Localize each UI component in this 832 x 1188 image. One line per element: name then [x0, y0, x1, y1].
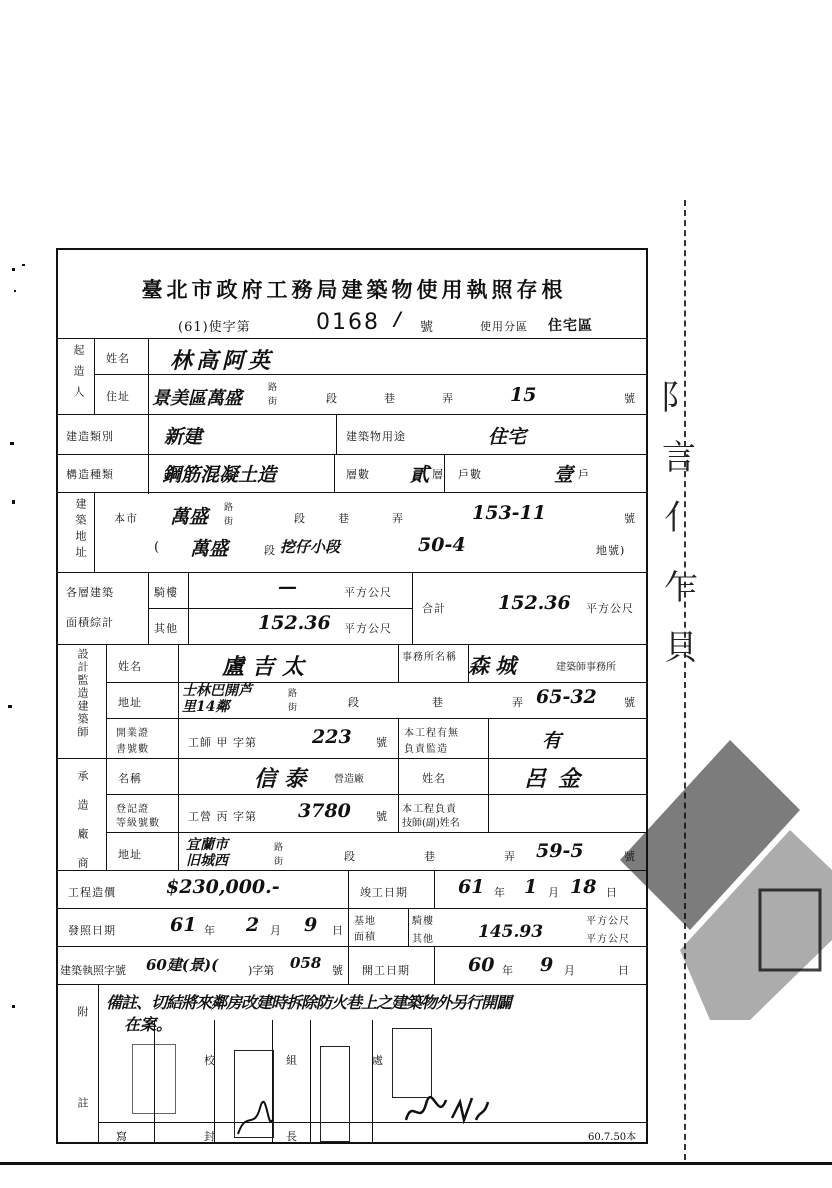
base-unit-1: 平方公尺 — [586, 916, 630, 927]
scan-artifact — [14, 290, 16, 292]
base-label-2: 面積 — [354, 932, 376, 943]
contractor-person-label: 姓名 — [422, 772, 446, 785]
sign-chief: 長 — [286, 1130, 298, 1143]
signature-scribble — [234, 1100, 274, 1140]
side-stamp-glyph: 阝 — [660, 378, 694, 418]
build-permit-value: 60建(景)( — [146, 956, 219, 974]
site-lot-road: 萬盛 — [190, 538, 229, 560]
remarks-text-1: 備註、切結將來鄰房改建時拆除防火巷上之建築物外另行開闢 — [106, 993, 512, 1012]
builder-section-label: 起造人 — [72, 344, 85, 407]
site-lot-subsection: 挖仔小段 — [280, 538, 341, 556]
floors-label: 層數 — [346, 468, 370, 481]
builder-addr-duan: 段 — [326, 392, 338, 405]
contractor-name: 信泰 — [254, 766, 315, 792]
use-label: 建築物用途 — [346, 430, 406, 443]
page-title: 臺北市政府工務局建築物使用執照存根 — [141, 277, 567, 302]
area-other: 152.36 — [258, 612, 331, 634]
builder-addr-district: 景美區萬盛 — [152, 388, 242, 409]
sign-dept: 處 — [372, 1054, 384, 1067]
build-permit-mid: )字第 — [248, 964, 275, 977]
build-permit-hao: 號 — [332, 964, 344, 977]
architect-office: 森城 — [468, 653, 522, 678]
cost-label: 工程造價 — [68, 886, 116, 899]
build-permit-label: 建築執照字號 — [60, 964, 126, 977]
scan-artifact — [12, 1005, 15, 1008]
start-month: 9 — [540, 954, 554, 976]
permit-prefix: (61)使字第 — [178, 320, 251, 335]
contractor-reg-prefix: 工營 丙 字第 — [188, 810, 257, 823]
contractor-addr-street: 街 — [274, 857, 285, 867]
site-city: 本市 — [114, 512, 138, 525]
area-arcade-label: 騎樓 — [154, 586, 178, 599]
issue-month-unit: 月 — [270, 924, 282, 937]
base-other: 145.93 — [478, 922, 544, 942]
side-stamp-glyph: 言 — [662, 438, 696, 478]
architect-office-label: 事務所名稱 — [402, 652, 457, 663]
site-road: 萬盛 — [170, 506, 209, 528]
scan-artifact — [22, 264, 25, 266]
site-lot-open: ( — [154, 540, 161, 555]
contractor-section-label: 承造廠商 — [76, 770, 89, 886]
builder-addr-label: 住址 — [106, 390, 130, 403]
done-month: 1 — [524, 876, 538, 898]
builder-addr-no: 15 — [510, 384, 537, 406]
contractor-reg-hao: 號 — [376, 810, 388, 823]
architect-license-prefix: 工師 甲 字第 — [188, 736, 257, 749]
site-nong: 弄 — [392, 512, 404, 525]
start-year: 60 — [468, 954, 495, 976]
sign-check: 校 — [204, 1054, 216, 1067]
architect-addr-1: 士林巴開芦 — [182, 683, 252, 699]
site-duan: 段 — [294, 512, 306, 525]
bottom-scan-edge — [0, 1162, 832, 1165]
remarks-text-2: 在案。 — [124, 1015, 173, 1034]
site-lot-no: 50-4 — [418, 534, 466, 556]
start-month-unit: 月 — [564, 964, 576, 977]
architect-addr-no: 65-32 — [536, 686, 597, 708]
contractor-reg-label-2: 等級號數 — [116, 818, 160, 829]
site-lot-duan: 段 — [264, 544, 276, 557]
permit-form — [56, 248, 648, 1188]
contractor-reg-label-1: 登記證 — [116, 804, 149, 815]
approval-stamp — [132, 1044, 176, 1114]
scan-artifact — [10, 442, 14, 445]
architect-license-label-1: 開業證 — [116, 728, 149, 739]
builder-addr-xiang: 巷 — [384, 392, 396, 405]
structure-label: 構造種類 — [66, 468, 114, 481]
floors-unit: 層 — [432, 468, 444, 481]
permit-slash: / — [394, 308, 401, 330]
scan-artifact — [12, 268, 15, 271]
base-unit-2: 平方公尺 — [586, 934, 630, 945]
supervise-value: 有 — [542, 730, 562, 752]
contractor-addr-1: 宜蘭市 — [186, 837, 228, 853]
zone-value: 住宅區 — [548, 318, 593, 334]
architect-addr-2: 里14鄰 — [182, 699, 230, 715]
side-stamp-glyph: 貝 — [664, 628, 698, 668]
done-month-unit: 月 — [548, 886, 560, 899]
contractor-addr-2: 旧城西 — [186, 853, 228, 869]
side-stamp-glyph: 亻 — [664, 498, 698, 538]
architect-addr-duan: 段 — [348, 696, 360, 709]
scan-artifact — [12, 500, 15, 504]
done-year-unit: 年 — [494, 886, 506, 899]
tech-label-1: 本工程負責 — [402, 804, 457, 815]
done-day: 18 — [570, 876, 597, 898]
architect-name: 盧吉太 — [222, 654, 313, 680]
contractor-addr-road: 路 — [274, 843, 285, 853]
contractor-name-label: 名稱 — [118, 772, 142, 785]
contractor-addr-label: 地址 — [118, 848, 142, 861]
category-value: 新建 — [164, 426, 203, 448]
done-year: 61 — [458, 876, 485, 898]
category-label: 建造類別 — [66, 430, 114, 443]
issue-year: 61 — [170, 914, 197, 936]
base-other-label: 其他 — [412, 934, 434, 945]
area-total: 152.36 — [498, 592, 571, 614]
contractor-addr-no: 59-5 — [536, 840, 584, 862]
approval-stamp — [320, 1046, 350, 1142]
zone-label: 使用分區 — [480, 320, 528, 333]
issue-month: 2 — [246, 914, 260, 936]
units-unit: 戶 — [578, 468, 590, 481]
area-unit-2: 平方公尺 — [344, 622, 392, 635]
issue-label: 發照日期 — [68, 924, 116, 937]
area-section-1: 各層建築 — [66, 586, 114, 599]
architect-addr-xiang: 巷 — [432, 696, 444, 709]
sign-write: 寫 — [116, 1130, 128, 1143]
scan-artifact — [8, 705, 12, 708]
start-day-unit: 日 — [618, 964, 630, 977]
site-street-unit: 街 — [224, 517, 235, 527]
architect-license-label-2: 書號數 — [116, 744, 149, 755]
units-value: 壹 — [554, 464, 574, 486]
architect-section-label: 設計監造建築師 — [76, 648, 89, 739]
architect-office-suffix: 建築師事務所 — [556, 662, 616, 673]
architect-name-label: 姓名 — [118, 660, 142, 673]
architect-addr-label: 地址 — [118, 696, 142, 709]
issue-day: 9 — [304, 914, 318, 936]
architect-license-hao: 號 — [376, 736, 388, 749]
cost-value: $230,000.- — [166, 876, 280, 898]
sign-seal: 封 — [204, 1130, 216, 1143]
architect-addr-hao: 號 — [624, 696, 636, 709]
permit-number: 0168 — [316, 310, 380, 335]
architect-addr-road: 路 — [288, 689, 299, 699]
builder-addr-nong: 弄 — [442, 392, 454, 405]
start-label: 開工日期 — [362, 964, 410, 977]
supervise-label-2: 負責監造 — [404, 744, 448, 755]
structure-value: 鋼筋混凝土造 — [162, 464, 277, 486]
builder-name-label: 姓名 — [106, 352, 130, 365]
start-year-unit: 年 — [502, 964, 514, 977]
site-lot-unit: 地號) — [596, 544, 626, 557]
units-label: 戶數 — [458, 468, 482, 481]
area-arcade: — — [278, 576, 297, 598]
build-permit-no: 058 — [290, 954, 322, 972]
issue-year-unit: 年 — [204, 924, 216, 937]
done-label: 竣工日期 — [360, 886, 408, 899]
permit-suffix: 號 — [420, 320, 435, 335]
area-other-label: 其他 — [154, 622, 178, 635]
area-total-label: 合計 — [422, 602, 446, 615]
builder-addr-street: 街 — [268, 397, 279, 407]
architect-addr-street: 街 — [288, 703, 299, 713]
approval-stamp — [392, 1028, 432, 1098]
sign-group: 組 — [286, 1054, 298, 1067]
remarks-section-label: 附註 — [76, 1006, 89, 1188]
base-label-1: 基地 — [354, 916, 376, 927]
area-unit-1: 平方公尺 — [344, 586, 392, 599]
contractor-name-suffix: 營造廠 — [334, 774, 364, 785]
contractor-reg-no: 3780 — [298, 800, 351, 822]
done-day-unit: 日 — [606, 886, 618, 899]
site-section-label: 建築地址 — [74, 498, 87, 562]
signature-scribble — [402, 1090, 492, 1130]
tech-label-2: 技師(副)姓名 — [402, 818, 460, 829]
contractor-person: 呂金 — [524, 766, 593, 792]
site-xiang: 巷 — [338, 512, 350, 525]
footer-code: 60.7.50本 — [588, 1132, 637, 1143]
issue-day-unit: 日 — [332, 924, 344, 937]
architect-addr-nong: 弄 — [512, 696, 524, 709]
builder-name: 林高阿英 — [170, 348, 275, 374]
contractor-addr-hao: 號 — [624, 850, 636, 863]
use-value: 住宅 — [488, 426, 527, 448]
contractor-addr-xiang: 巷 — [424, 850, 436, 863]
site-no: 153-11 — [472, 502, 546, 524]
architect-license-no: 223 — [312, 726, 352, 748]
site-hao: 號 — [624, 512, 636, 525]
contractor-addr-duan: 段 — [344, 850, 356, 863]
floors-value: 貳 — [410, 464, 430, 486]
area-unit-3: 平方公尺 — [586, 602, 634, 615]
side-stamp-glyph: 乍 — [664, 568, 698, 608]
contractor-addr-nong: 弄 — [504, 850, 516, 863]
base-arcade-label: 騎樓 — [412, 916, 434, 927]
builder-addr-road: 路 — [268, 383, 279, 393]
supervise-label-1: 本工程有無 — [404, 728, 459, 739]
site-road-unit: 路 — [224, 503, 235, 513]
area-section-2: 面積綜計 — [66, 616, 114, 629]
builder-addr-hao: 號 — [624, 392, 636, 405]
